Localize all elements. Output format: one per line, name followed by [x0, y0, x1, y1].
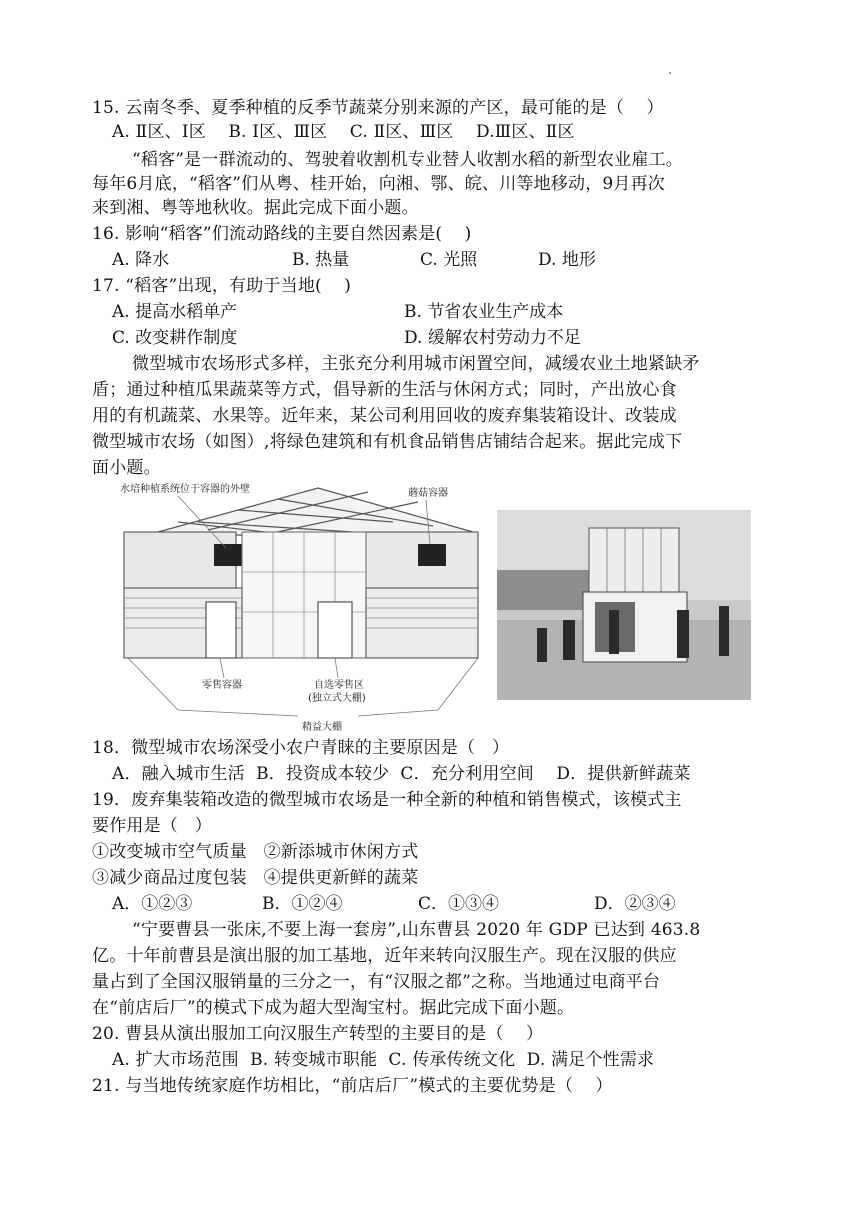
label-hydroponic: 水培种植系统位于容器的外壁 [120, 484, 250, 495]
passage2-line4: 微型城市农场（如图）,将绿色建筑和有机食品销售店铺结合起来。据此完成下 [92, 432, 683, 452]
label-greenhouse: 精益大棚 [302, 722, 342, 732]
passage1-line1: “稻客”是一群流动的、驾驶着收割机专业替人收割水稻的新型农业雇工。 [132, 150, 683, 170]
q19-option-a: A．①②③ [112, 894, 193, 914]
q17-option-a: A. 提高水稻单产 [112, 302, 238, 322]
label-self-select-sub: (独立式大棚) [308, 693, 366, 704]
q16-option-b: B. 热量 [292, 250, 350, 270]
q16-option-a: A. 降水 [112, 250, 170, 270]
retail-door [206, 602, 236, 658]
q19-option-c: C．①③④ [418, 894, 500, 914]
passage2-line5: 面小题。 [92, 458, 161, 478]
q15-stem: 15. 云南冬季、夏季种植的反季节蔬菜分别来源的产区，最可能的是（ ） [92, 98, 664, 118]
q19-option-b: B．①②④ [262, 894, 343, 914]
passage3-line3: 量占到了全国汉服销量的三分之一，有“汉服之都”之称。当地通过电商平台 [92, 972, 661, 992]
q19-option-d: D．②③④ [594, 894, 676, 914]
passage2-line3: 用的有机蔬菜、水果等。近年来，某公司利用回收的废弃集装箱设计、改装成 [92, 406, 677, 426]
label-retail: 零售容器 [202, 680, 242, 691]
passage3-line2: 亿。十年前曹县是演出服的加工基地，近年来转向汉服生产。现在汉服的供应 [92, 946, 677, 966]
q20-options: A. 扩大市场范围 B. 转变城市职能 C. 传承传统文化 D. 满足个性需求 [112, 1050, 655, 1070]
passage1-line2: 每年6月底，“稻客”们从粤、桂开始，向湘、鄂、皖、川等地移动，9月再次 [92, 174, 666, 194]
q21-stem: 21. 与当地传统家庭作坊相比，“前店后厂”模式的主要优势是（ ） [92, 1076, 613, 1096]
q16-option-c: C. 光照 [420, 250, 478, 270]
scan-dot [669, 72, 671, 74]
q16-stem: 16. 影响“稻客”们流动路线的主要自然因素是( ) [92, 224, 472, 244]
q17-option-c: C. 改变耕作制度 [112, 328, 238, 348]
q18-options: A．融入城市生活 B．投资成本较少 C．充分利用空间 D．提供新鲜蔬菜 [112, 764, 691, 784]
lower-right-container [366, 588, 478, 658]
passage2-line1: 微型城市农场形式多样，主张充分利用城市闲置空间，减缓农业土地紧缺矛 [132, 354, 700, 374]
q18-stem: 18．微型城市农场深受小农户青睐的主要原因是（ ） [92, 738, 510, 758]
self-select-door [318, 602, 352, 658]
q19-stem-line2: 要作用是（ ） [92, 816, 213, 836]
passage1-line3: 来到湘、粤等地秋收。据此完成下面小题。 [92, 198, 419, 218]
q19-items-line1: ①改变城市空气质量 ②新添城市休闲方式 [92, 842, 419, 862]
q16-option-d: D. 地形 [538, 250, 596, 270]
q19-stem-line1: 19．废弃集装箱改造的微型城市农场是一种全新的种植和销售模式，该模式主 [92, 790, 682, 810]
mushroom-panel [418, 544, 446, 566]
label-mushroom: 蘑菇容器 [408, 488, 448, 499]
container-farm-photo [497, 510, 751, 700]
passage3-line4: 在“前店后厂”的模式下成为超大型淘宝村。据此完成下面小题。 [92, 998, 575, 1018]
q17-option-b: B. 节省农业生产成本 [404, 302, 564, 322]
container-farm-diagram [118, 482, 488, 732]
q15-options: A. Ⅱ区、Ⅰ区 B. Ⅰ区、Ⅲ区 C. Ⅱ区、Ⅲ区 D.Ⅲ区、Ⅱ区 [112, 122, 575, 142]
q20-stem: 20. 曹县从演出服加工向汉服生产转型的主要目的是（ ） [92, 1024, 544, 1044]
passage3-line1: “宁要曹县一张床,不要上海一套房”,山东曹县 2020 年 GDP 已达到 463.8 [132, 920, 701, 940]
photo-greenhouse [589, 528, 679, 592]
q19-items-line2: ③减少商品过度包装 ④提供更新鲜的蔬菜 [92, 868, 419, 888]
q17-stem: 17. “稻客”出现，有助于当地( ) [92, 276, 352, 296]
passage2-line2: 盾；通过种植瓜果蔬菜等方式，倡导新的生活与休闲方式；同时，产出放心食 [92, 380, 677, 400]
q17-option-d: D. 缓解农村劳动力不足 [404, 328, 581, 348]
hydroponic-panel [214, 544, 242, 566]
label-self-select: 自选零售区 [314, 680, 364, 691]
